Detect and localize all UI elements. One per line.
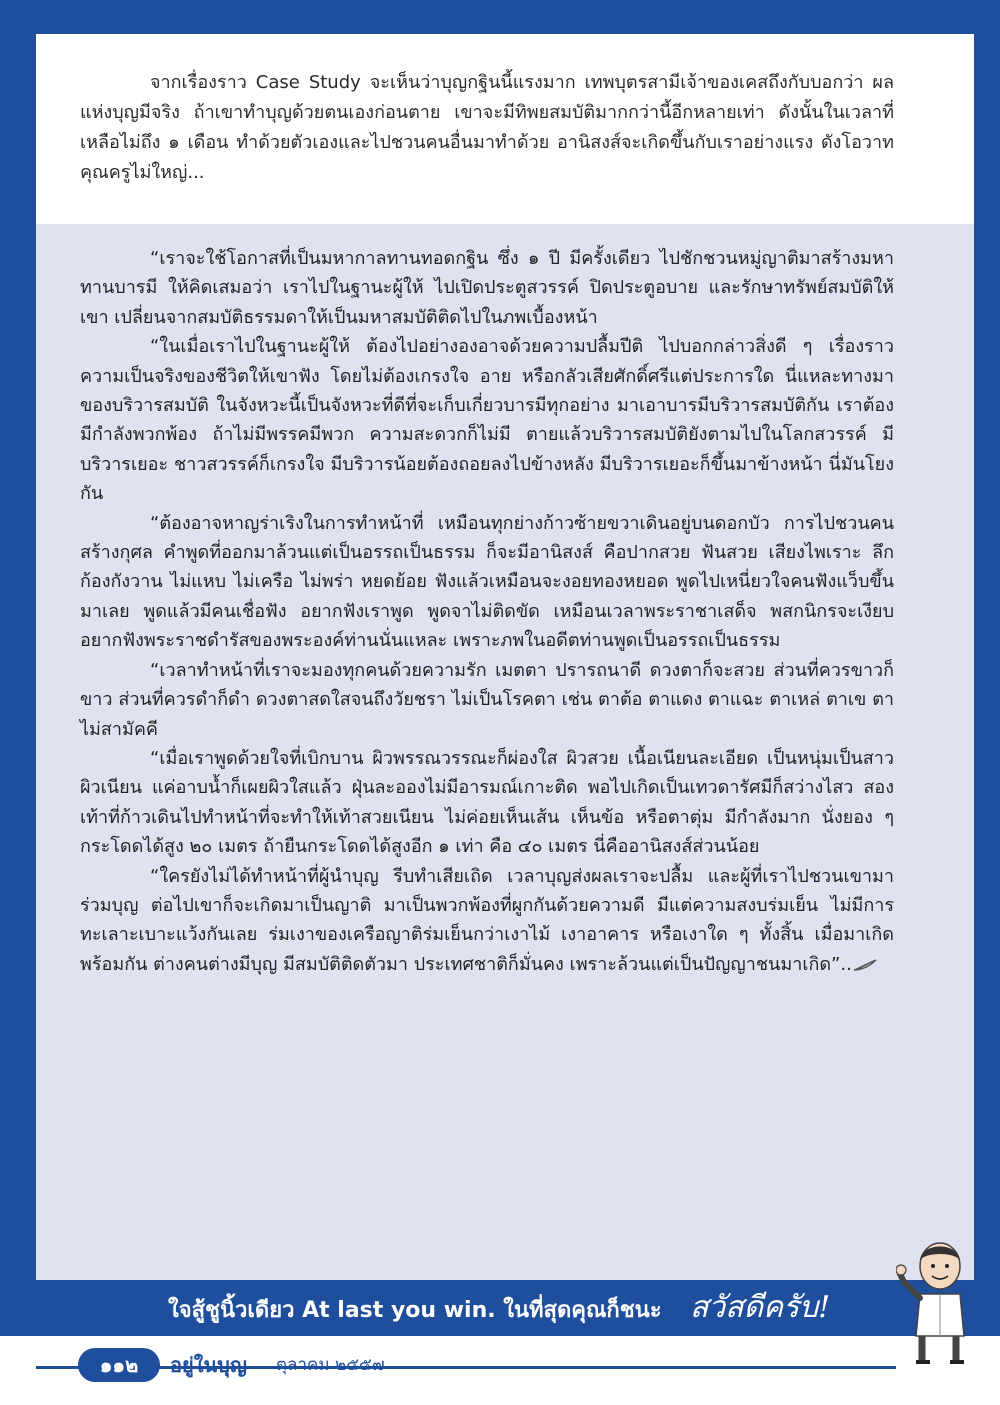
quote-paragraph-3: “ต้องอาจหาญร่าเริงในการทำหน้าที่ เหมือนทุกย่างก้าวซ้ายขวาเดินอยู่บนดอกบัว การไปชวนคนสร้างกุศล คำพูดที่ออกมาล้วนแต่เป็นอรรถเป็นธรรม ก็จะมีอานิสงส์ คือปากสวย ฟันสวย เสียงไพเราะ ลึกก้องกังวาน ไม่แหบ ไม่เครือ ไม่พร่า หยดย้อย ฟังแล้วเหมือนจะงอยทองหยอด พูดไปเหนี่ยวใจคนฟังแว็บขึ้นมาเลย พูดแล้วมีคนเชื่อฟัง อยากฟังเราพูด พูดจาไม่ติดขัด เหมือนเวลาพระราชาเสด็จ พสกนิกรจะเงียบ อยากฟังพระราชดำรัสของพระองค์ท่านนั่นแหละ เพราะภพในอดีตท่านพูดเป็นอรรถเป็นธรรม <box>80 512 894 652</box>
quote-paragraph-2: “ในเมื่อเราไปในฐานะผู้ให้ ต้องไปอย่างองอาจด้วยความปลื้มปีติ ไปบอกกล่าวสิ่งดี ๆ เรื่องราวความเป็นจริงของชีวิตให้เขาฟัง โดยไม่ต้องเกรงใจ อาย หรือกลัวเสียศักดิ์ศรีแต่ประการใด นี่แหละทางมาของบริวารสมบัติ ในจังหวะนี้เป็นจังหวะที่ดีที่จะเก็บเกี่ยวบารมีทุกอย่าง มาเอาบารมีบริวารสมบัติกัน เราต้องมีกำลังพวกพ้อง ถ้าไม่มีพรรคมีพวก ความสะดวกก็ไม่มี ตายแล้วบริวารสมบัติยังตามไปในโลกสวรรค์ มีบริวารเยอะ ชาวสวรรค์ก็เกรงใจ มีบริวารน้อยต้องถอยลงไปข้างหลัง มีบริวารเยอะก็ขึ้นมาข้างหน้า นี่มันโยงกัน <box>80 336 894 505</box>
page-number-badge <box>78 1348 160 1382</box>
quote-paragraph-1: “เราจะใช้โอกาสที่เป็นมหากาลทานทอดกฐิน ซึ่ง ๑ ปี มีครั้งเดียว ไปชักชวนหมู่ญาติมาสร้างมหาทานบารมี ให้คิดเสมอว่า เราไปในฐานะผู้ให้ ไปเปิดประตูสวรรค์ ปิดประตูอบาย และรักษาทรัพย์สมบัติให้เขา เปลี่ยนจากสมบัติธรรมดาให้เป็นมหาสมบัติติดไปในภพเบื้องหน้า <box>80 248 894 328</box>
intro-paragraph: จากเรื่องราว Case Study จะเห็นว่าบุญกฐินนี้แรงมาก เทพบุตรสามีเจ้าของเคสถึงกับบอกว่า ผลแห่งบุญมีจริง ถ้าเขาทำบุญด้วยตนเองก่อนตาย เขาจะมีทิพยสมบัติมากกว่านี้อีกหลายเท่า ดังนั้นในเวลาที่เหลือไม่ถึง ๑ เดือน ทำด้วยตัวเองและไปชวนคนอื่นมาทำด้วย อานิสงส์จะเกิดขึ้นกับเราอย่างแรง ดังโอวาทคุณครูไม่ใหญ่... <box>80 72 894 183</box>
bottom-rule <box>36 1366 896 1369</box>
page-number: ๑๑๒ <box>99 1353 139 1377</box>
quote-text <box>80 244 894 979</box>
quote-paragraph-4: “เวลาทำหน้าที่เราจะมองทุกคนด้วยความรัก เมตตา ปรารถนาดี ดวงตาก็จะสวย ส่วนที่ควรขาวก็ขาว ส่วนที่ควรดำก็ดำ ดวงตาสดใสจนถึงวัยชรา ไม่เป็นโรคตา เช่น ตาต้อ ตาแดง ตาแฉะ ตาเหล่ ตาเข ตาไม่สามัคคี <box>80 659 894 740</box>
feather-end-mark-icon <box>852 954 878 975</box>
quote-paragraph-5: “เมื่อเราพูดด้วยใจที่เบิกบาน ผิวพรรณวรรณะก็ผ่องใส ผิวสวย เนื้อเนียนละเอียด เป็นหนุ่มเป็นสาวผิวเนียน แค่อาบน้ำก็เผยผิวใสแล้ว ฝุ่นละอองไม่มีอารมณ์เกาะติด พอไปเกิดเป็นเทวดารัศมีก็สว่างไสว สองเท้าที่ก้าวเดินไปทำหน้าที่จะทำให้เท้าสวยเนียน ไม่ค่อยเห็นเส้น เห็นข้อ หรือตาตุ่ม มีกำลังมาก นั่งยอง ๆ กระโดดได้สูง ๒๐ เมตร ถ้ายืนกระโดดได้สูงอีก ๑ เท่า คือ ๔๐ เมตร นี่คืออานิสงส์ส่วนน้อย <box>80 747 894 858</box>
quote-paragraph-6 <box>80 862 894 980</box>
footer-signature: สวัสดีครับ! <box>690 1290 831 1325</box>
quote-paragraph-6-text: “ใครยังไม่ได้ทำหน้าที่ผู้นำบุญ รีบทำเสียเถิด เวลาบุญส่งผลเราจะปลื้ม และผู้ที่เราไปชวนเขามาร่วมบุญ ต่อไปเขาก็จะเกิดมาเป็นญาติ มาเป็นพวกพ้องที่ผูกกันด้วยความดี มีแต่ความสงบร่มเย็น ไม่มีการทะเลาะเบาะแว้งกันเลย ร่มเงาของเครือญาติร่มเย็นกว่าเงาไม้ เงาอาคาร หรือเงาใด ๆ ทั้งสิ้น เมื่อมาเกิดพร้อมกัน ต่างคนต่างมีบุญ มีสมบัติติดตัวมา ประเทศชาติก็มั่นคง เพราะล้วนแต่เป็นปัญญาชนมาเกิด”.. <box>80 865 894 975</box>
footer-slogan: ใจสู้ชูนิ้วเดียว At last you win. ในที่สุดคุณก็ชนะ <box>168 1298 662 1323</box>
issue-date: ตุลาคม ๒๕๕๗ <box>276 1355 385 1375</box>
magazine-name: อยู่ในบุญ <box>170 1353 247 1377</box>
thumbs-up-mascot-icon <box>896 1236 980 1366</box>
